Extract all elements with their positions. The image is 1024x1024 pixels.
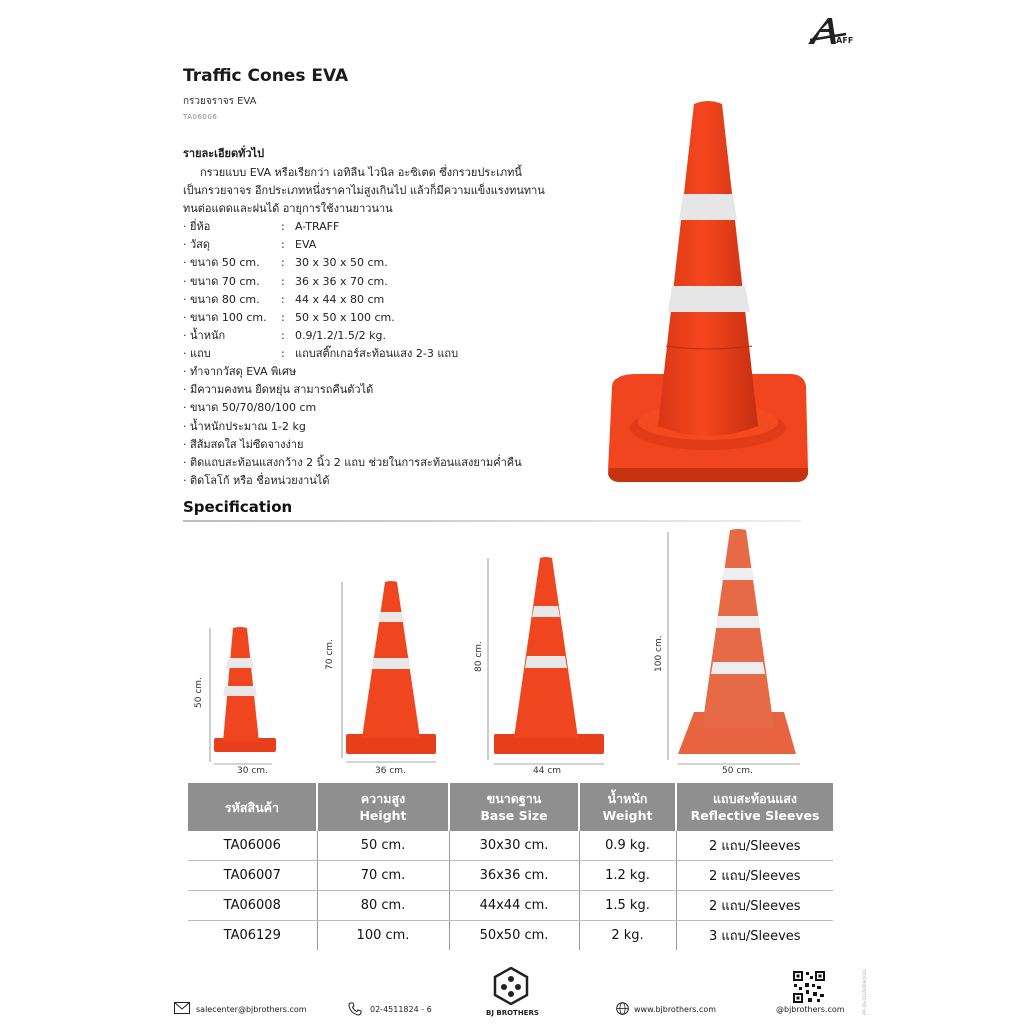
spec-value: 50 x 50 x 100 cm. <box>295 310 395 324</box>
cone-80cm-image <box>484 554 608 780</box>
cell-height: 70 cm. <box>317 861 449 891</box>
spec-value: 0.9/1.2/1.5/2 kg. <box>295 329 386 343</box>
bj-brothers-logo <box>492 967 530 1005</box>
page-title: Traffic Cones EVA <box>183 66 349 86</box>
website-link[interactable]: www.bjbrothers.com <box>634 1005 717 1014</box>
spec-row <box>183 345 458 363</box>
cone-50cm-image <box>200 624 280 780</box>
logo-text: RAFF <box>830 36 854 45</box>
spec-label: · น้ำหนัก <box>183 329 226 343</box>
company-name: BJ BROTHERS <box>486 1009 539 1017</box>
col-header-base <box>449 783 579 831</box>
table-row <box>188 891 833 921</box>
spec-separator: : <box>281 274 285 288</box>
cell-code: TA06006 <box>188 831 317 861</box>
page-subtitle: กรวยจราจร EVA <box>183 96 257 107</box>
header-line: Weight <box>602 808 653 823</box>
product-code: TA06006 <box>183 113 218 121</box>
heading-divider <box>183 520 801 522</box>
cone-100cm-base-label: 50 cm. <box>722 766 753 776</box>
spec-separator: : <box>281 256 285 270</box>
spec-value: EVA <box>295 238 317 252</box>
cell-base: 36x36 cm. <box>449 861 579 891</box>
cone-100cm-height-label: 100 cm. <box>654 635 664 672</box>
feature-list <box>183 363 522 490</box>
line-id-link[interactable]: @bjbrothers.com <box>776 1005 845 1014</box>
description-line: กรวยแบบ EVA หรือเรียกว่า เอทิลีน ไวนิล อะซิเตด ซึ่งกรวยประเภทนี้ <box>200 166 522 179</box>
cell-height: 80 cm. <box>317 891 449 921</box>
feature-item: · ติดแถบสะท้อนแสงกว้าง 2 นิ้ว 2 แถบ ช่วยในการสะท้อนแสงยามค่ำคืน <box>183 455 522 469</box>
col-header-height <box>317 783 449 831</box>
feature-item: · ติดโลโก้ หรือ ชื่อหน่วยงานได้ <box>183 474 330 488</box>
specification-heading: Specification <box>183 498 293 516</box>
cell-sleeves: 2 แถบ/Sleeves <box>676 891 833 921</box>
details-heading: รายละเอียดทั่วไป <box>183 147 265 160</box>
globe-icon <box>616 1002 629 1015</box>
spec-separator: : <box>281 292 285 306</box>
spec-value: 36 x 36 x 70 cm. <box>295 274 388 288</box>
cell-sleeves: 2 แถบ/Sleeves <box>676 861 833 891</box>
spec-label: · วัสดุ <box>183 238 211 252</box>
cell-weight: 1.5 kg. <box>579 891 676 921</box>
spec-separator: : <box>281 220 285 233</box>
cell-sleeves: 2 แถบ/Sleeves <box>676 831 833 861</box>
phone-link[interactable]: 02-4511824 - 6 <box>370 1005 432 1014</box>
spec-separator: : <box>281 329 285 343</box>
spec-label: · ขนาด 100 cm. <box>183 310 267 324</box>
document-code: FM-QS-012/ED0A/2022 <box>862 969 867 1015</box>
feature-item: · ทำจากวัสดุ EVA พิเศษ <box>183 365 297 378</box>
description-paragraph <box>183 164 583 218</box>
cone-80cm-base-label: 44 cm <box>533 766 562 776</box>
spec-list <box>183 218 458 364</box>
spec-row <box>183 236 458 254</box>
spec-label: · ขนาด 80 cm. <box>183 292 260 306</box>
header-line: Height <box>359 808 407 823</box>
hero-cone-image <box>600 96 820 488</box>
spec-label: · ขนาด 70 cm. <box>183 274 260 288</box>
header-line: น้ำหนัก <box>607 791 648 806</box>
cell-code: TA06007 <box>188 861 317 891</box>
header-line: แถบสะท้อนแสง <box>713 791 797 806</box>
description-line: ทนต่อแดดและฝนได้ อายุการใช้งานยาวนาน <box>183 202 393 215</box>
spec-row <box>183 273 458 291</box>
header-line: ขนาดฐาน <box>486 791 542 806</box>
header-line: Reflective Sleeves <box>690 808 820 823</box>
feature-item: · สีส้มสดใส ไม่ซีดจางง่าย <box>183 437 304 451</box>
table-row <box>188 831 833 861</box>
spec-value: 44 x 44 x 80 cm <box>295 292 385 306</box>
spec-row <box>183 309 458 327</box>
header-line: รหัสสินค้า <box>224 799 280 815</box>
table-row <box>188 861 833 891</box>
spec-separator: : <box>281 347 285 361</box>
qr-code-icon[interactable] <box>792 970 826 1004</box>
spec-separator: : <box>281 238 285 252</box>
cone-50cm-height-label: 50 cm. <box>194 677 204 708</box>
description-line: เป็นกรวยจาจร อีกประเภทหนึ่งราคาไม่สูงเกินไป แล้วก็มีความแข็งแรงทนทาน <box>183 184 545 197</box>
cell-base: 44x44 cm. <box>449 891 579 921</box>
cone-70cm-height-label: 70 cm. <box>325 639 335 670</box>
spec-row <box>183 254 458 272</box>
cell-base: 50x50 cm. <box>449 921 579 951</box>
spec-label: · แถบ <box>183 347 211 361</box>
header-line: ความสูง <box>360 791 406 806</box>
table-row <box>188 921 833 951</box>
spec-table <box>188 783 833 950</box>
cell-code: TA06008 <box>188 891 317 921</box>
cell-height: 100 cm. <box>317 921 449 951</box>
cone-70cm-image <box>336 578 440 778</box>
spec-separator: : <box>281 310 285 324</box>
spec-label: · ยี่ห้อ <box>183 220 211 233</box>
cell-height: 50 cm. <box>317 831 449 861</box>
feature-item: · ขนาด 50/70/80/100 cm <box>183 401 317 415</box>
spec-value: 30 x 30 x 50 cm. <box>295 256 388 270</box>
cell-weight: 1.2 kg. <box>579 861 676 891</box>
feature-item: · มีความคงทน ยืดหยุ่น สามารถคืนตัวได้ <box>183 383 374 397</box>
col-header-code <box>188 783 317 831</box>
feature-item: · น้ำหนักประมาณ 1-2 kg <box>183 419 306 433</box>
cone-80cm-height-label: 80 cm. <box>474 641 484 672</box>
cell-code: TA06129 <box>188 921 317 951</box>
header-line: Base Size <box>480 808 548 823</box>
table-header-row <box>188 783 833 831</box>
spec-row <box>183 327 458 345</box>
cell-base: 30x30 cm. <box>449 831 579 861</box>
col-header-weight <box>579 783 676 831</box>
spec-value: A-TRAFF <box>295 220 340 233</box>
phone-icon <box>348 1002 362 1016</box>
cell-weight: 2 kg. <box>579 921 676 951</box>
spec-row <box>183 218 458 236</box>
cell-sleeves: 3 แถบ/Sleeves <box>708 929 801 944</box>
cell-weight: 0.9 kg. <box>579 831 676 861</box>
spec-label: · ขนาด 50 cm. <box>183 256 260 270</box>
cone-70cm-base-label: 36 cm. <box>375 766 406 776</box>
col-header-sleeves <box>676 783 833 831</box>
spec-value: แถบสติ๊กเกอร์สะท้อนแสง 2-3 แถบ <box>295 347 459 361</box>
envelope-icon <box>174 1002 190 1014</box>
cone-50cm-base-label: 30 cm. <box>237 766 268 776</box>
email-link[interactable]: salecenter@bjbrothers.com <box>196 1005 307 1014</box>
cone-100cm-image <box>664 528 804 780</box>
spec-row <box>183 291 458 309</box>
